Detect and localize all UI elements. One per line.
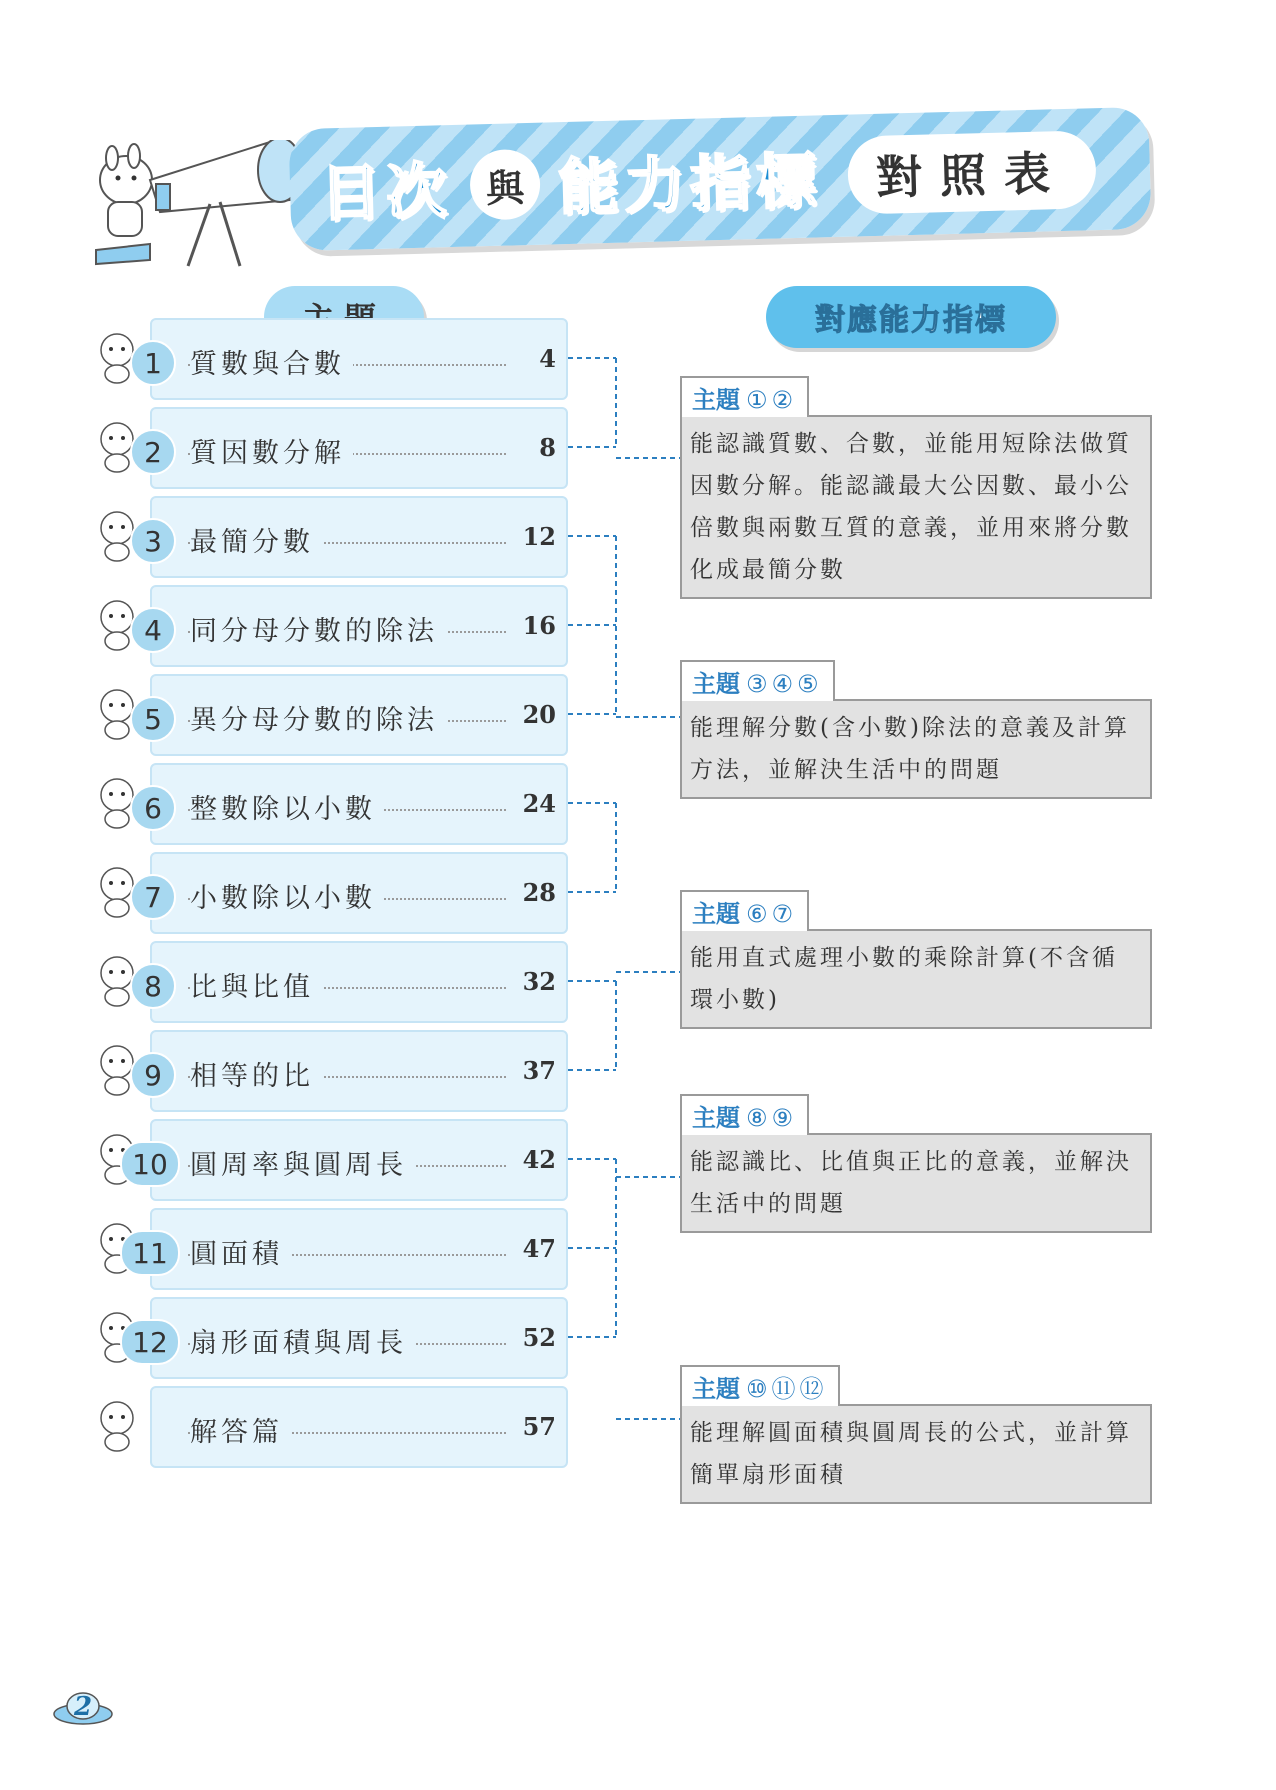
topic-title: 圓周率與圓周長 [190, 1143, 415, 1182]
topic-number: 12 [120, 1319, 180, 1365]
ability-description: 能認識質數、合數，並能用短除法做質因數分解。能認識最大公因數、最小公倍數與兩數互質的意義，並用來將分數化成最簡分數 [680, 415, 1152, 599]
topic-item[interactable] [150, 1386, 568, 1468]
abilities-header: 對應能力指標 [766, 286, 1056, 348]
topic-item[interactable] [132, 1208, 568, 1290]
page-number: 2 [73, 1692, 93, 1722]
butterfly-net-icon [92, 1396, 142, 1452]
topic-item[interactable] [144, 674, 568, 756]
ability-description: 能認識比、比值與正比的意義，並解決生活中的問題 [680, 1133, 1152, 1233]
topic-page-number: 16 [515, 611, 556, 640]
topic-title: 解答篇 [190, 1410, 291, 1449]
ability-tab-label: 主題 [692, 1104, 740, 1132]
topic-number: 9 [130, 1052, 176, 1098]
topic-item[interactable] [144, 407, 568, 489]
topic-page-number: 57 [515, 1412, 556, 1441]
ability-tab-numbers: ①② [746, 386, 798, 414]
ability-tab-numbers: ⑥⑦ [746, 900, 798, 928]
title-banner [289, 107, 1152, 251]
title-part1: 目次 [319, 156, 454, 230]
title-connector: 與 [469, 149, 541, 221]
topic-title: 異分母分數的除法 [190, 698, 446, 737]
ability-tab-numbers: ⑩⑪⑫ [746, 1375, 828, 1403]
topic-page-number: 28 [515, 878, 556, 907]
topic-number: 7 [130, 874, 176, 920]
topic-page-number: 52 [515, 1323, 556, 1352]
ability-tab-numbers: ⑧⑨ [746, 1104, 798, 1132]
topic-item[interactable] [144, 763, 568, 845]
title-part3: 對照表 [847, 130, 1097, 214]
topic-item[interactable] [132, 1119, 568, 1201]
topic-item[interactable] [144, 1030, 568, 1112]
ability-box [680, 658, 1152, 799]
topic-number: 6 [130, 785, 176, 831]
ability-box [680, 888, 1152, 1029]
ability-tab-label: 主題 [692, 900, 740, 928]
ability-topic-tab [680, 660, 835, 701]
topic-title: 質因數分解 [190, 431, 353, 470]
topic-page-number: 4 [531, 344, 556, 373]
topic-item[interactable] [144, 318, 568, 400]
topic-number: 11 [120, 1230, 180, 1276]
topic-page-number: 12 [515, 522, 556, 551]
topic-title: 扇形面積與周長 [190, 1321, 415, 1360]
title-part2: 能力指標 [557, 146, 824, 224]
ability-box [680, 374, 1152, 599]
topic-number: 4 [130, 607, 176, 653]
topic-title: 圓面積 [190, 1232, 291, 1271]
ability-description: 能理解圓面積與圓周長的公式，並計算簡單扇形面積 [680, 1404, 1152, 1504]
topic-item[interactable] [144, 496, 568, 578]
topic-number: 2 [130, 429, 176, 475]
topic-item[interactable] [144, 585, 568, 667]
ability-tab-label: 主題 [692, 670, 740, 698]
ability-topic-tab [680, 1365, 840, 1406]
topic-item[interactable] [144, 852, 568, 934]
ability-description: 能用直式處理小數的乘除計算(不含循環小數) [680, 929, 1152, 1029]
topic-title: 最簡分數 [190, 520, 322, 559]
topic-number: 1 [130, 340, 176, 386]
ability-tab-label: 主題 [692, 386, 740, 414]
topic-page-number: 32 [515, 967, 556, 996]
topic-title: 整數除以小數 [190, 787, 384, 826]
telescope-mascot-icon [90, 140, 320, 270]
topic-title: 同分母分數的除法 [190, 609, 446, 648]
topic-page-number: 24 [515, 789, 556, 818]
topic-number: 8 [130, 963, 176, 1009]
topic-title: 相等的比 [190, 1054, 322, 1093]
topic-page-number: 37 [515, 1056, 556, 1085]
topic-title: 小數除以小數 [190, 876, 384, 915]
topic-title: 比與比值 [190, 965, 322, 1004]
topic-number: 5 [130, 696, 176, 742]
topic-page-number: 8 [531, 433, 556, 462]
ability-topic-tab [680, 890, 809, 931]
topic-title: 質數與合數 [190, 342, 353, 381]
ability-description: 能理解分數(含小數)除法的意義及計算方法，並解決生活中的問題 [680, 699, 1152, 799]
ability-box [680, 1092, 1152, 1233]
topic-number: 10 [120, 1141, 180, 1187]
topic-number: 3 [130, 518, 176, 564]
ability-tab-numbers: ③④⑤ [746, 670, 823, 698]
topic-page-number: 20 [515, 700, 556, 729]
ability-box [680, 1363, 1152, 1504]
topic-item[interactable] [144, 941, 568, 1023]
ability-tab-label: 主題 [692, 1375, 740, 1403]
topic-page-number: 47 [515, 1234, 556, 1263]
ability-topic-tab [680, 1094, 809, 1135]
topic-page-number: 42 [515, 1145, 556, 1174]
topic-item[interactable] [132, 1297, 568, 1379]
ability-topic-tab [680, 376, 809, 417]
